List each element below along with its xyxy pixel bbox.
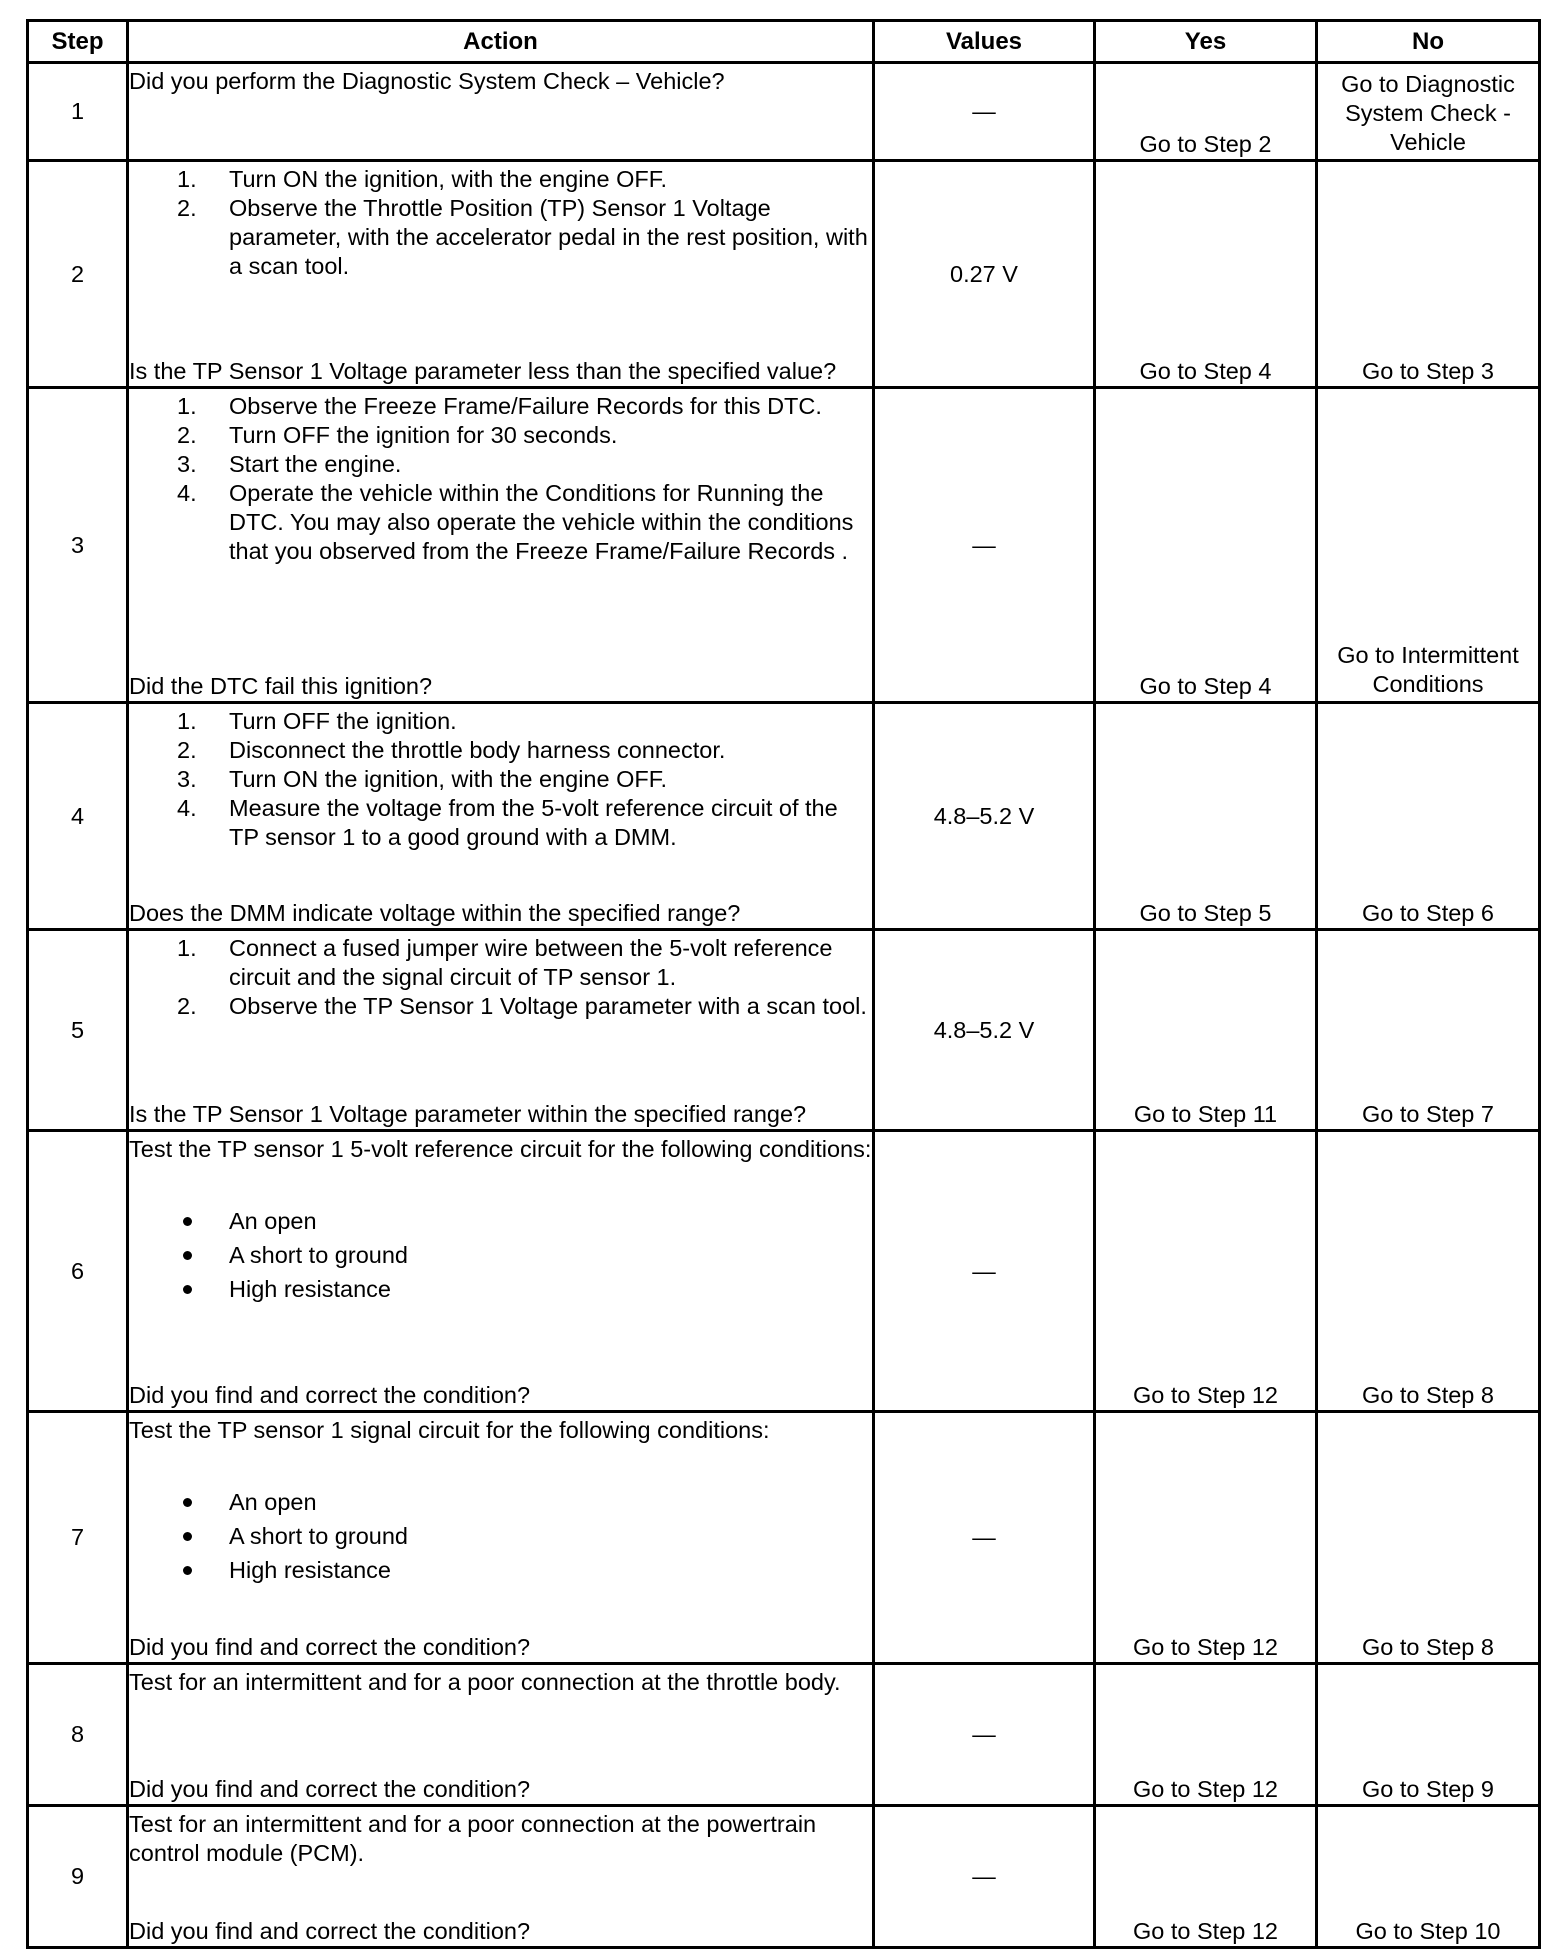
action-step: 2. Disconnect the throttle body harness connector. (177, 737, 726, 763)
table-row (28, 1806, 1540, 1948)
values-cell: 4.8–5.2 V (874, 703, 1095, 930)
action-question: Did you find and correct the condition? (129, 1634, 531, 1660)
table-row (28, 1131, 1540, 1412)
action-cell (128, 388, 874, 703)
action-step: 4. Measure the voltage from the 5-volt reference circuit of the TP sensor 1 to a good ground with a DMM. (177, 795, 838, 850)
action-cell (128, 1806, 874, 1948)
table-row (28, 1412, 1540, 1664)
values-cell: — (874, 1412, 1095, 1664)
table-row (28, 930, 1540, 1131)
condition-item: A short to ground (129, 1519, 872, 1553)
step-number: 2 (28, 161, 128, 388)
yes-cell: Go to Step 4 (1095, 161, 1317, 388)
values-cell: — (874, 1664, 1095, 1806)
step-number: 4 (28, 703, 128, 930)
action-step: 1. Turn ON the ignition, with the engine OFF. (177, 166, 668, 192)
action-question: Is the TP Sensor 1 Voltage parameter within the specified range? (129, 1101, 807, 1127)
yes-cell: Go to Step 11 (1095, 930, 1317, 1131)
table-row (28, 63, 1540, 161)
no-cell: Go to Step 10 (1317, 1806, 1540, 1948)
condition-item: An open (129, 1204, 872, 1238)
action-steps (129, 389, 872, 566)
action-cell (128, 930, 874, 1131)
action-cell (128, 1412, 874, 1664)
table-row (28, 388, 1540, 703)
yes-cell: Go to Step 12 (1095, 1131, 1317, 1412)
yes-cell: Go to Step 12 (1095, 1412, 1317, 1664)
table-row (28, 1664, 1540, 1806)
values-cell: 0.27 V (874, 161, 1095, 388)
yes-cell: Go to Step 12 (1095, 1806, 1317, 1948)
step-number: 3 (28, 388, 128, 703)
header-step: Step (28, 21, 128, 63)
action-step: 3. Turn ON the ignition, with the engine OFF. (177, 766, 668, 792)
no-cell: Go to Diagnostic System Check - Vehicle (1317, 63, 1540, 161)
no-cell: Go to Step 6 (1317, 703, 1540, 930)
action-cell (128, 703, 874, 930)
action-step: 2. Observe the Throttle Position (TP) Sensor 1 Voltage parameter, with the accelerator pedal in the rest position, with a scan tool. (177, 195, 868, 279)
action-question: Did you find and correct the condition? (129, 1382, 531, 1408)
action-step: 1. Observe the Freeze Frame/Failure Records for this DTC. (177, 393, 822, 419)
condition-item: An open (129, 1485, 872, 1519)
action-lead: Did you perform the Diagnostic System Check – Vehicle? (129, 68, 725, 94)
yes-cell: Go to Step 2 (1095, 63, 1317, 161)
values-cell: — (874, 388, 1095, 703)
values-cell: — (874, 1131, 1095, 1412)
action-steps (129, 704, 872, 852)
values-cell: 4.8–5.2 V (874, 930, 1095, 1131)
step-number: 8 (28, 1664, 128, 1806)
action-step: 3. Start the engine. (177, 451, 402, 477)
values-cell: — (874, 1806, 1095, 1948)
action-lead: Test the TP sensor 1 5-volt reference circuit for the following conditions: (129, 1136, 872, 1162)
header-action: Action (128, 21, 874, 63)
step-number: 7 (28, 1412, 128, 1664)
action-cell (128, 1664, 874, 1806)
action-lead: Test for an intermittent and for a poor connection at the throttle body. (129, 1669, 841, 1695)
yes-cell: Go to Step 12 (1095, 1664, 1317, 1806)
diagnostic-table (26, 19, 1541, 1949)
action-cell (128, 1131, 874, 1412)
condition-list (129, 1485, 872, 1587)
step-number: 1 (28, 63, 128, 161)
action-lead: Test the TP sensor 1 signal circuit for the following conditions: (129, 1417, 770, 1443)
no-cell: Go to Step 8 (1317, 1131, 1540, 1412)
action-step: 2. Turn OFF the ignition for 30 seconds. (177, 422, 618, 448)
step-number: 5 (28, 930, 128, 1131)
action-step: 1. Turn OFF the ignition. (177, 708, 457, 734)
header-no: No (1317, 21, 1540, 63)
action-step: 2. Observe the TP Sensor 1 Voltage parameter with a scan tool. (177, 993, 867, 1019)
action-step: 1. Connect a fused jumper wire between the 5-volt reference circuit and the signal circuit of TP sensor 1. (177, 935, 833, 990)
header-yes: Yes (1095, 21, 1317, 63)
action-cell (128, 63, 874, 161)
action-steps (129, 931, 872, 1021)
header-row (28, 21, 1540, 63)
action-cell (128, 161, 874, 388)
action-lead: Test for an intermittent and for a poor connection at the powertrain control module (PCM). (129, 1811, 817, 1866)
no-cell: Go to Step 8 (1317, 1412, 1540, 1664)
action-question: Is the TP Sensor 1 Voltage parameter less than the specified value? (129, 358, 837, 384)
no-cell: Go to Step 3 (1317, 161, 1540, 388)
no-cell: Go to Intermittent Conditions (1317, 388, 1540, 703)
no-cell: Go to Step 7 (1317, 930, 1540, 1131)
step-number: 9 (28, 1806, 128, 1948)
condition-item: A short to ground (129, 1238, 872, 1272)
action-question: Did the DTC fail this ignition? (129, 673, 433, 699)
action-steps (129, 162, 872, 281)
table-row (28, 703, 1540, 930)
action-step: 4. Operate the vehicle within the Conditions for Running the DTC. You may also operate the vehicle within the conditions that you observed from the Freeze Frame/Failure Records . (177, 480, 854, 564)
condition-list (129, 1204, 872, 1306)
header-values: Values (874, 21, 1095, 63)
yes-cell: Go to Step 5 (1095, 703, 1317, 930)
yes-cell: Go to Step 4 (1095, 388, 1317, 703)
table-row (28, 161, 1540, 388)
no-cell: Go to Step 9 (1317, 1664, 1540, 1806)
action-question: Did you find and correct the condition? (129, 1918, 531, 1944)
condition-item: High resistance (129, 1553, 872, 1587)
step-number: 6 (28, 1131, 128, 1412)
condition-item: High resistance (129, 1272, 872, 1306)
values-cell: — (874, 63, 1095, 161)
action-question: Did you find and correct the condition? (129, 1776, 531, 1802)
action-question: Does the DMM indicate voltage within the specified range? (129, 900, 741, 926)
